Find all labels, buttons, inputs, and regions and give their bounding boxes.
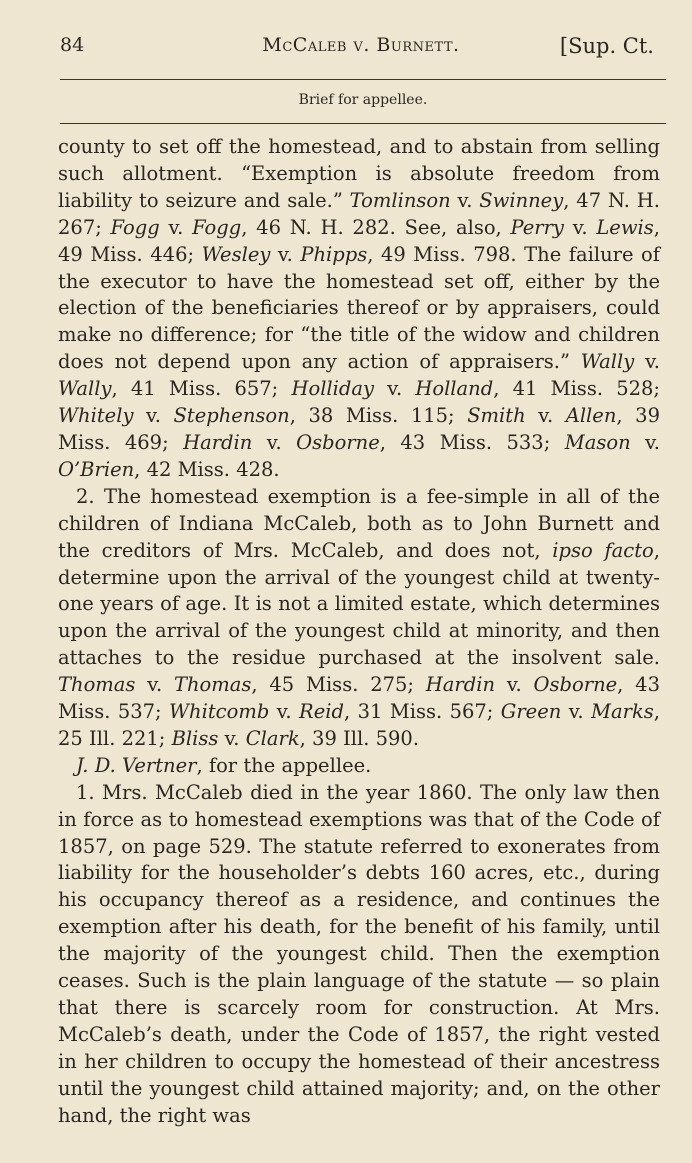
text-run: v.: [563, 215, 597, 239]
case-citation-name: Wally: [58, 377, 112, 401]
case-citation-name: Fogg: [192, 215, 242, 239]
case-citation-name: Whitcomb: [169, 700, 270, 724]
case-citation-name: Allen: [565, 404, 617, 428]
text-run: , 43 Miss. 533;: [379, 430, 565, 454]
text-run: v.: [634, 350, 660, 374]
case-citation-name: Lewis: [596, 215, 654, 239]
case-citation-name: Smith: [467, 404, 526, 428]
text-run: v.: [630, 430, 660, 454]
case-citation-name: Mason: [564, 430, 631, 454]
text-run: , 46 N. H. 282. See, also,: [241, 215, 511, 239]
text-run: 1. Mrs. McCaleb died in the year 1860. The only law then in force as to homestead exemptions was that of the Code of 1857, on page 529. The statute referred to exonerates from liability for the householder’s debts 160 acres, etc., during his occupancy thereof as a residence, and continues the exemption after his death, for the benefit of his family, until the majority of the youngest child. Then the exemption ceases. Such is the plain language of the statute — so plain that there is scarcely room for construction. At Mrs. McCaleb’s death, under the Code of 1857, the right vested in her children to occupy the homestead of their ancestress until the youngest child attained majority; and, on the other hand, the right was: [58, 780, 660, 1127]
text-run: v.: [252, 430, 297, 454]
text-run: , for the appellee.: [196, 753, 372, 777]
header-rule: [60, 79, 666, 80]
case-citation-name: Thomas: [58, 673, 136, 697]
case-citation-name: Hardin: [425, 673, 496, 697]
text-run: , 49 Miss. 798. The failure of the executor to have the homestead set off, either by the election of the beneficiaries thereof or by appraisers, could make no difference; for “the title of the widow and children does not depend upon any action of appraisers.”: [58, 242, 660, 374]
case-citation-name: Holland: [415, 377, 494, 401]
text-run: , 38 Miss. 115;: [289, 404, 468, 428]
text-run: v.: [135, 673, 174, 697]
text-run: , 42 Miss. 428.: [134, 457, 280, 481]
text-run: , 39 Ill. 590.: [299, 726, 420, 750]
text-run: v.: [159, 215, 193, 239]
text-run: , 47 N. H. 267;: [58, 188, 660, 239]
text-run: , 39 Miss. 469;: [58, 404, 660, 454]
case-citation-name: ipso facto: [552, 538, 654, 562]
case-citation-name: Stephenson: [173, 404, 290, 428]
text-run: county to set off the homestead, and to abstain from selling such allotment. “Exemption is absolute freedom from liability to seizure and sale.”: [58, 135, 660, 212]
case-citation-name: Osborne: [296, 430, 380, 454]
case-citation-name: Holliday: [291, 377, 375, 401]
text-run: v.: [133, 404, 174, 428]
text-run: , 49 Miss. 446;: [58, 215, 660, 266]
case-citation-name: J. D. Vertner: [76, 753, 197, 777]
case-citation-name: Whitely: [58, 404, 134, 428]
case-citation-name: Clark: [245, 726, 300, 750]
running-header: [60, 34, 662, 64]
text-run: , 41 Miss. 657;: [111, 377, 292, 401]
text-run: , 41 Miss. 528;: [493, 377, 660, 401]
case-citation-name: Phipps: [300, 242, 368, 266]
text-run: , 43 Miss. 537;: [58, 673, 660, 724]
text-run: v.: [269, 700, 300, 724]
subheader-rule: [60, 123, 666, 124]
text-run: , 31 Miss. 567;: [343, 700, 501, 724]
text-run: , 45 Miss. 275;: [251, 673, 426, 697]
case-citation-name: Thomas: [173, 673, 252, 697]
text-run: v.: [450, 188, 480, 212]
text-run: , determine upon the arrival of the youngest child at twenty-one years of age. It is not a limited estate, which determines upon the arrival of the youngest child at minority, and then attaches to the residue purchased at the insolvent sale.: [58, 538, 660, 670]
text-run: v.: [495, 673, 534, 697]
text-run: 2. The homestead exemption is a fee-simple in all of the children of Indiana McCaleb, both as to John Burnett and the creditors of Mrs. McCaleb, and does not,: [58, 484, 660, 562]
case-citation-name: Bliss: [171, 726, 219, 750]
case-citation-name: Wesley: [201, 242, 271, 266]
case-citation-name: Reid: [299, 700, 344, 724]
case-citation-name: Wally: [580, 350, 635, 374]
brief-subheader: Brief for appellee.: [298, 92, 428, 108]
case-citation-name: Fogg: [110, 215, 160, 239]
court-abbreviation: [Sup. Ct.: [559, 34, 654, 58]
text-run: v.: [218, 726, 246, 750]
case-citation-name: Tomlinson: [349, 188, 451, 212]
case-citation-name: Marks: [591, 700, 654, 724]
case-citation-name: O’Brien: [58, 457, 135, 481]
case-title: McCaleb v. Burnett.: [262, 34, 460, 56]
paragraph: [58, 484, 660, 753]
page-number: 84: [60, 34, 85, 56]
paragraph: [58, 134, 660, 484]
text-run: v.: [561, 700, 592, 724]
case-citation-name: Osborne: [533, 673, 618, 697]
text-run: v.: [270, 242, 301, 266]
case-citation-name: Perry: [510, 215, 564, 239]
body-text: [58, 134, 660, 1130]
paragraph: [58, 780, 660, 1130]
paragraph: [58, 753, 660, 780]
case-citation-name: Swinney: [479, 188, 564, 212]
text-run: v.: [525, 404, 566, 428]
text-run: v.: [374, 377, 416, 401]
case-citation-name: Hardin: [183, 430, 253, 454]
case-citation-name: Green: [500, 700, 562, 724]
text-run: , 25 Ill. 221;: [58, 700, 660, 750]
